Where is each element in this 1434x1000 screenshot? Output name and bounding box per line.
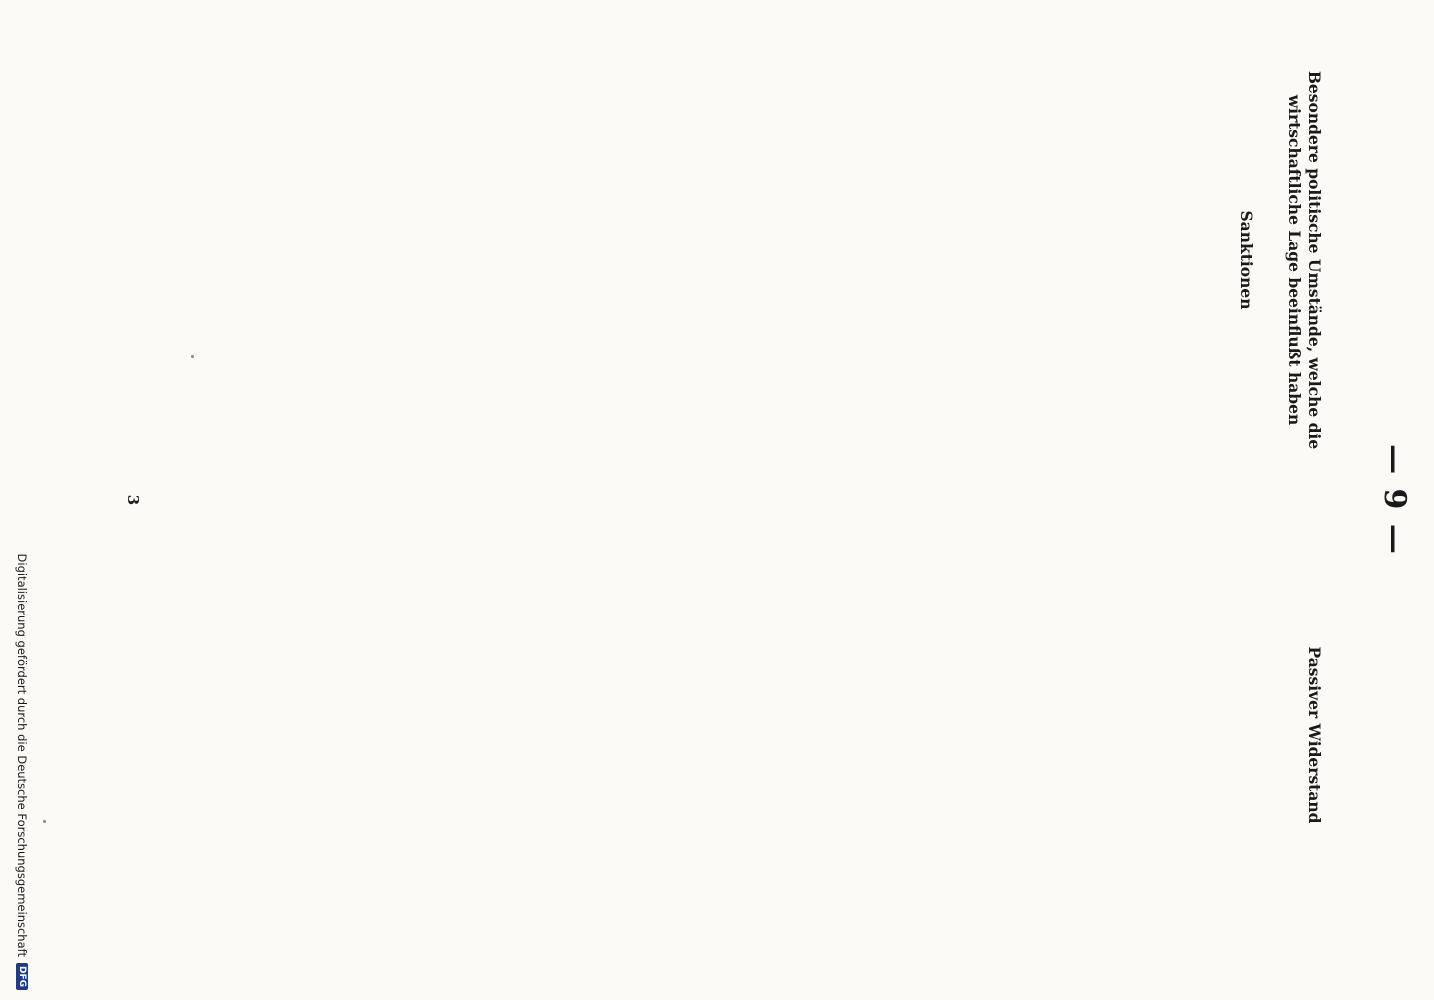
footer-text: Digitalisierung gefördert durch die Deutsche Forschungsgemeinschaft (15, 553, 29, 957)
digitization-footer (15, 0, 29, 1000)
section-heading: Sanktionen (1237, 210, 1256, 310)
scan-speck (43, 820, 46, 823)
scan-speck (191, 355, 194, 358)
sheet-number: 3 (124, 494, 142, 506)
right-column (264, 515, 1334, 955)
page-number: — 9 — (1377, 444, 1412, 556)
dfg-logo-icon: DFG (16, 963, 28, 990)
section-heading: Besondere politische Umstände, welche die wirtschaftliche Lage beeinflußt haben (1285, 70, 1324, 450)
section-heading: Passiver Widerstand (1305, 646, 1324, 824)
left-column (264, 40, 1334, 480)
